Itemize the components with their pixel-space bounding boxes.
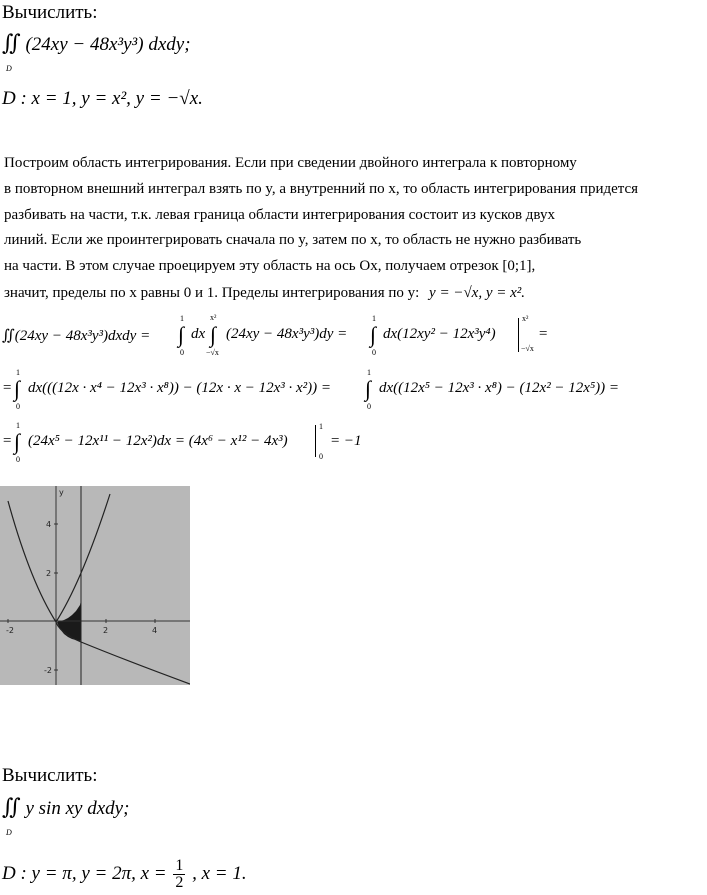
task2-double-integral-sign: ∬	[2, 794, 21, 819]
task2-region-suffix: , x = 1.	[192, 862, 247, 884]
task2-region-prefix: D : y = π, y = 2π, x =	[2, 862, 167, 884]
task2-frac-num: 1	[175, 857, 184, 874]
double-integral-sign: ∬	[2, 30, 21, 55]
region-graph-svg	[0, 486, 190, 685]
eq2-integral-sign-2: ∫	[365, 376, 372, 401]
eq2-upper-1: 1	[16, 368, 20, 377]
y-limits: y = −√x, y = x².	[429, 285, 526, 301]
eq1-upper-outer-2: 1	[372, 314, 376, 323]
x-tick-label-4: 4	[152, 626, 158, 635]
eq1-mid3: dx(12xy² − 12x³y⁴)	[383, 326, 496, 342]
eq1-inner-integral-sign: ∫	[210, 322, 217, 347]
eq3-integral-sign: ∫	[14, 429, 21, 454]
eq1-left: ∬(24xy − 48x³y³)dxdy =	[2, 328, 151, 344]
task2-integral	[2, 794, 129, 820]
y-tick-label-minus-2: -2	[44, 666, 52, 675]
eq3-eval-upper: 1	[319, 422, 323, 431]
eq2-upper-2: 1	[367, 368, 371, 377]
eq2-integral-sign-1: ∫	[14, 376, 21, 401]
eq3-left: =	[2, 433, 13, 449]
eq1-lower-outer: 0	[180, 348, 184, 357]
eq1-upper-inner: x²	[210, 313, 217, 322]
solution-line-1: Построим область интегрирования. Если при сведении двойного интеграла к повторному	[4, 155, 577, 171]
solution-line-4: линий. Если же проинтегрировать сначала по y, затем по x, то область не нужно разбивать	[4, 232, 582, 248]
y-tick-label-4: 4	[46, 520, 52, 529]
y-axis-label: y	[59, 488, 64, 497]
x-tick-label-2: 2	[103, 626, 109, 635]
task2-fraction	[173, 858, 185, 891]
task2-frac-den: 2	[175, 874, 184, 891]
eq2-part1: dx(((12x · x⁴ − 12x³ · x⁸)) − (12x · x − 12x³ · x²)) =	[28, 380, 332, 396]
task1-title: Вычислить:	[2, 2, 98, 23]
solution-line-2: в повторном внешний интеграл взять по y, а внутренний по x, то область интегрирования придется	[4, 181, 639, 197]
eq2-part2: dx((12x⁵ − 12x³ · x⁸) − (12x² − 12x⁵)) =	[379, 380, 620, 396]
eq1-end: =	[538, 326, 549, 342]
solution-line-5: на части. В этом случае проецируем эту область на ось Ox, получаем отрезок [0;1],	[4, 258, 536, 274]
graph-background	[0, 486, 190, 685]
eq1-lower-inner: −√x	[206, 348, 219, 357]
solution-line-6	[4, 285, 525, 302]
eq3-eval-lower: 0	[319, 452, 323, 461]
solution-line-3: разбивать на части, т.к. левая граница области интегрирования состоит из кусков двух	[4, 207, 555, 223]
eq1-lower-outer-2: 0	[372, 348, 376, 357]
eq3-lower: 0	[16, 455, 20, 464]
eq3-result: = −1	[330, 433, 362, 449]
eq1-eval-lower: −√x	[521, 344, 534, 353]
eq3-eval-bar	[315, 425, 316, 457]
eq2-left: =	[2, 380, 13, 396]
eq1-mid1: dx	[191, 326, 206, 342]
task2-integrand: y sin xy dxdy;	[25, 798, 130, 819]
eq2-lower-1: 0	[16, 402, 20, 411]
region-graph	[0, 486, 190, 685]
task2-title: Вычислить:	[2, 765, 98, 786]
task1-integral	[2, 30, 191, 56]
eq1-mid2: (24xy − 48x³y³)dy =	[226, 326, 348, 342]
eq1-integral-sign: ∫	[178, 322, 185, 347]
task1-integrand: (24xy − 48x³y³) dxdy;	[25, 34, 191, 55]
eq1-integral-sign-2: ∫	[370, 322, 377, 347]
y-tick-label-2: 2	[46, 569, 52, 578]
eq1-eval-bar	[518, 318, 519, 352]
task2-region-var: D	[6, 828, 12, 837]
task1-region-var: D	[6, 64, 12, 73]
eq3-upper: 1	[16, 421, 20, 430]
solution-line-6-text: значит, пределы по x равны 0 и 1. Пределы интегрирования по y:	[4, 285, 420, 301]
eq3-part1: (24x⁵ − 12x¹¹ − 12x²)dx = (4x⁶ − x¹² − 4x³)	[28, 433, 288, 449]
eq1-eval-upper: x²	[522, 314, 529, 323]
x-tick-label-minus-2: -2	[6, 626, 14, 635]
task1-region: D : x = 1, y = x², y = −√x.	[2, 88, 203, 109]
task2-region	[2, 858, 247, 891]
eq2-lower-2: 0	[367, 402, 371, 411]
eq1-upper-outer: 1	[180, 314, 184, 323]
